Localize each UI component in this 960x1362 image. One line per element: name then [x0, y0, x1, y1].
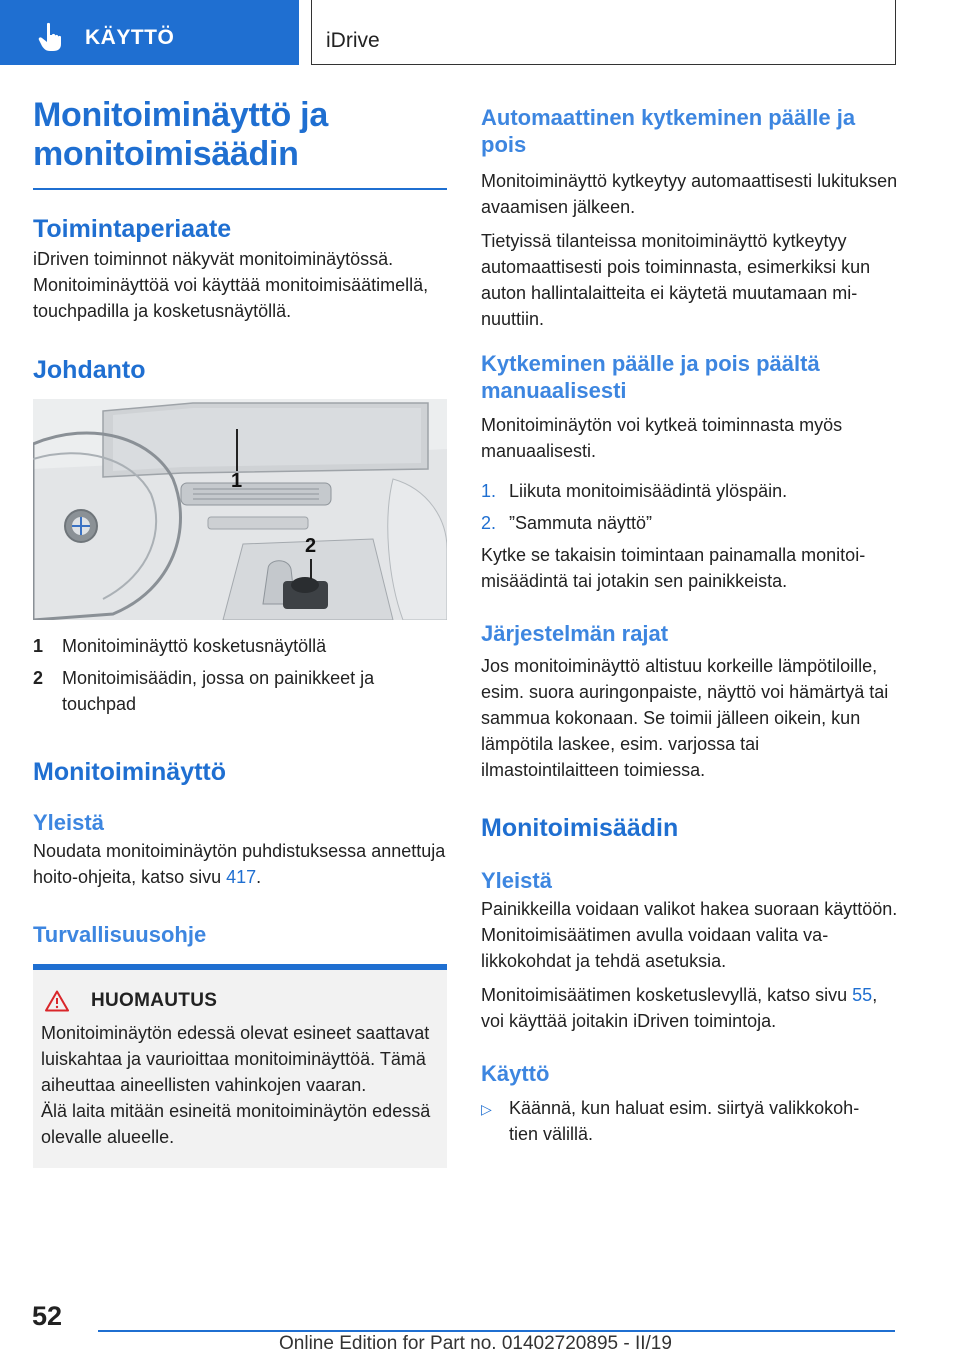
dashboard-illustration	[33, 399, 447, 620]
hand-pointer-icon	[38, 22, 66, 52]
warning-header	[41, 990, 439, 1012]
bullet-list	[481, 1095, 899, 1147]
heading-monitoiminaytto: Monitoiminäyttö	[33, 758, 227, 786]
left-column	[33, 96, 447, 1168]
figure-legend	[33, 633, 447, 717]
paragraph-yleista-2a: Painikkeilla voidaan valikot hakea suoraan käyttöön. Monitoimisäätimen avulla voidaan valita valikkokohdat ja tehdä asetuksia.	[481, 899, 898, 971]
step-number: 1.	[481, 481, 497, 501]
figure-label-1: 1	[231, 470, 243, 492]
paragraph-yleista-2b	[481, 982, 899, 1034]
paragraph-auto-2: Tietyissä tilanteissa monitoiminäyttö kytkeytyy automaattisesti pois toiminnasta, esimerkiksi kun auton hallintalaitteita ei käytetä muutamaan minuuttiin.	[481, 231, 871, 329]
legend-item	[33, 665, 447, 717]
warning-box	[33, 964, 447, 1168]
page-link-55[interactable]: 55	[852, 985, 873, 1005]
footer-edition-text: Online Edition for Part no. 01402720895 - II/19	[279, 1333, 672, 1354]
paragraph-auto-1: Monitoiminäyttö kytkeytyy automaattisesti lukituksen avaamisen jälkeen.	[481, 171, 898, 217]
legend-item	[33, 633, 447, 659]
legend-text: Monitoiminäyttö kosketusnäytöllä	[62, 636, 327, 656]
dashboard-drawing	[33, 399, 447, 620]
paragraph-yleista-end: .	[256, 867, 262, 887]
main-title	[33, 96, 447, 174]
heading-turvallisuusohje: Turvallisuusohje	[33, 922, 207, 947]
chapter-tab	[0, 0, 299, 65]
heading-toimintaperiaate: Toimintaperiaate	[33, 215, 232, 243]
right-column	[481, 104, 899, 1147]
paragraph-yleista-text: Noudata monitoiminäytön puhdistuksessa annettuja hoito-ohjeita, katso sivu	[33, 841, 446, 887]
step-text: Liikuta monitoimisäädintä ylöspäin.	[509, 481, 788, 501]
paragraph-yleista	[33, 838, 447, 890]
bullet-item	[481, 1095, 899, 1147]
title-divider	[33, 188, 447, 190]
figure-label-2: 2	[305, 535, 317, 557]
main-title-line2: monitoimisäädin	[33, 135, 299, 173]
heading-automaattinen: Automaattinen kytkeminen päälle ja pois	[481, 105, 856, 157]
steps-list	[481, 478, 899, 536]
paragraph-toimintaperiaate: iDriven toiminnot näkyvät monitoiminäytössä. Monitoiminäyttöä voi käyttää monitoimisäätimellä, touchpadilla ja kosketusnäytöllä.	[33, 249, 429, 321]
warning-paragraph-1: Monitoiminäytön edessä olevat esineet saattavat luiskahtaa ja vaurioittaa monitoiminäyttöä. Tämä aiheuttaa aineellisten vahinkojen vaaran.	[41, 1023, 430, 1095]
chapter-tab-label: KÄYTTÖ	[85, 26, 175, 49]
heading-manuaalisesti: Kytkeminen päälle ja pois päältä manuaalisesti	[481, 351, 820, 403]
footer-divider	[98, 1330, 895, 1332]
step-item	[481, 510, 899, 536]
heading-yleista: Yleistä	[33, 810, 104, 835]
legend-text: Monitoimisäädin, jossa on painikkeet ja touchpad	[62, 668, 375, 714]
warning-triangle-icon	[45, 990, 69, 1012]
section-title: iDrive	[326, 29, 380, 52]
bullet-text: Käännä, kun haluat esim. siirtyä valikkokohtien välillä.	[509, 1098, 860, 1144]
paragraph-yleista-2b-end: , voi käyttää joitakin iDriven toimintoja.	[481, 985, 878, 1031]
step-number: 2.	[481, 513, 497, 533]
heading-yleista-2: Yleistä	[481, 868, 552, 893]
step-item	[481, 478, 899, 504]
section-header	[311, 0, 896, 65]
warning-title: HUOMAUTUS	[91, 990, 218, 1011]
step-text: ”Sammuta näyttö”	[509, 513, 653, 533]
warning-paragraph-2: Älä laita mitään esineitä monitoiminäytön edessä olevalle alueelle.	[41, 1101, 431, 1147]
page-link-417[interactable]: 417	[226, 867, 257, 887]
heading-monitoimisaadin: Monitoimisäädin	[481, 814, 679, 842]
paragraph-manual-after: Kytke se takaisin toimintaan painamalla monitoimisäädintä tai jotakin sen painikkeista.	[481, 545, 866, 591]
legend-number: 2	[33, 668, 44, 688]
triangle-bullet-icon: ▷	[481, 1101, 492, 1117]
paragraph-rajat: Jos monitoiminäyttö altistuu korkeille lämpötiloille, esim. suora auringonpaiste, näyttö voi hämärtyä tai sammua kokonaan. Se toimii jälleen oikein, kun lämpötila laskee, esim. varjossa tai ilmastointilaitteen toimiessa.	[481, 656, 889, 780]
heading-rajat: Järjestelmän rajat	[481, 621, 669, 646]
paragraph-manual: Monitoiminäytön voi kytkeä toiminnasta myös manuaalisesti.	[481, 415, 843, 461]
paragraph-yleista-2b-text: Monitoimisäätimen kosketuslevyllä, katso sivu	[481, 985, 853, 1005]
heading-kaytto: Käyttö	[481, 1061, 550, 1086]
heading-johdanto: Johdanto	[33, 356, 146, 384]
footer-edition	[279, 1333, 672, 1355]
legend-number: 1	[33, 636, 44, 656]
main-title-line1: Monitoiminäyttö ja	[33, 96, 328, 134]
page-number: 52	[32, 1301, 63, 1331]
